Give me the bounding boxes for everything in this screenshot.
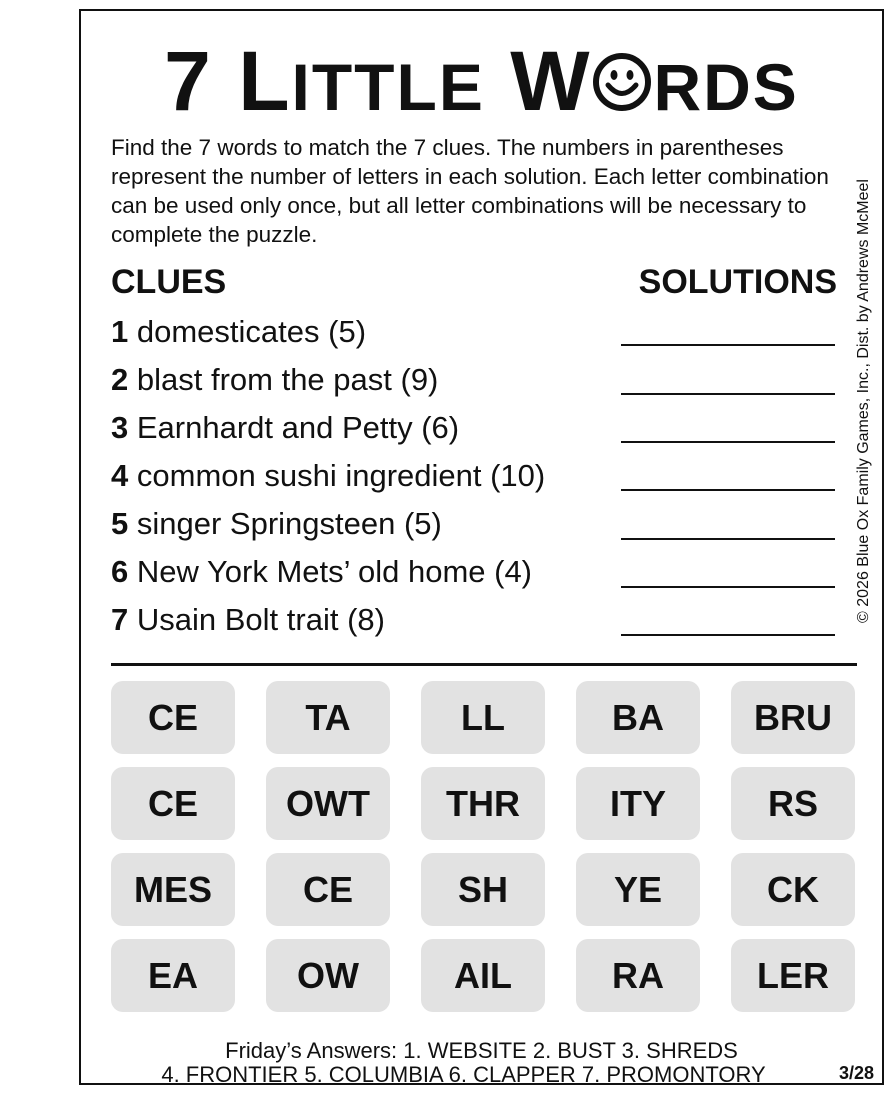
letter-tile[interactable]: BRU xyxy=(731,681,855,754)
letter-tile[interactable]: CE xyxy=(266,853,390,926)
clue-number: 6 xyxy=(111,554,129,589)
letter-tile[interactable]: EA xyxy=(111,939,235,1012)
letter-tile[interactable]: MES xyxy=(111,853,235,926)
clue-text: blast from the past (9) xyxy=(136,362,439,397)
previous-answers-line-2: 4. FRONTIER 5. COLUMBIA 6. CLAPPER 7. PROMONTORY xyxy=(161,1062,766,1087)
solution-blank-1[interactable] xyxy=(621,344,835,346)
divider xyxy=(111,663,857,666)
clue-6 xyxy=(111,553,532,591)
clue-7 xyxy=(111,601,385,639)
letter-tile[interactable]: CK xyxy=(731,853,855,926)
letter-tile[interactable]: LER xyxy=(731,939,855,1012)
clue-number: 5 xyxy=(111,506,129,541)
clue-number: 3 xyxy=(111,410,129,445)
clue-text: common sushi ingredient (10) xyxy=(136,458,546,493)
title-ittle: ITTLE xyxy=(291,50,485,124)
solution-blank-4[interactable] xyxy=(621,489,835,491)
copyright-notice: © 2026 Blue Ox Family Games, Inc., Dist. by Andrews McMeel xyxy=(855,179,872,623)
clue-1 xyxy=(111,313,366,351)
letter-tile[interactable]: TA xyxy=(266,681,390,754)
title-l: L xyxy=(238,34,292,128)
letter-tile[interactable]: AIL xyxy=(421,939,545,1012)
letter-tile[interactable]: RA xyxy=(576,939,700,1012)
letter-tile[interactable]: CE xyxy=(111,681,235,754)
clue-text: Usain Bolt trait (8) xyxy=(136,602,385,637)
letter-tile[interactable]: LL xyxy=(421,681,545,754)
clue-3 xyxy=(111,409,459,447)
letter-tile[interactable]: SH xyxy=(421,853,545,926)
instructions: Find the 7 words to match the 7 clues. The numbers in parentheses represent the number of letters in each solution. Each letter combination can be used only once, but all letter combinations will be necessary to complete the puzzle. xyxy=(111,135,829,247)
solutions-header: SOLUTIONS xyxy=(638,263,837,301)
smiley-face-icon xyxy=(592,33,652,93)
clues-header: CLUES xyxy=(111,263,227,301)
clue-5 xyxy=(111,505,442,543)
letter-tile[interactable]: THR xyxy=(421,767,545,840)
clue-text: domesticates (5) xyxy=(136,314,367,349)
title-rds: RDS xyxy=(653,50,799,124)
solution-blank-3[interactable] xyxy=(621,441,835,443)
letter-tile[interactable]: CE xyxy=(111,767,235,840)
solution-blank-5[interactable] xyxy=(621,538,835,540)
letter-tile[interactable]: BA xyxy=(576,681,700,754)
clue-text: singer Springsteen (5) xyxy=(136,506,442,541)
clue-2 xyxy=(111,361,438,399)
puzzle-title xyxy=(81,31,882,137)
title-number: 7 xyxy=(164,34,213,128)
title-w: W xyxy=(510,34,592,128)
solution-blank-7[interactable] xyxy=(621,634,835,636)
letter-tile[interactable]: ITY xyxy=(576,767,700,840)
puzzle-frame xyxy=(79,9,884,1085)
clue-number: 7 xyxy=(111,602,129,637)
letter-tile[interactable]: OW xyxy=(266,939,390,1012)
clue-number: 4 xyxy=(111,458,129,493)
clue-text: New York Mets’ old home (4) xyxy=(136,554,533,589)
puzzle-date: 3/28 xyxy=(838,1063,874,1083)
clue-number: 2 xyxy=(111,362,129,397)
clue-number: 1 xyxy=(111,314,129,349)
previous-answers-line-1: Friday’s Answers: 1. WEBSITE 2. BUST 3. SHREDS xyxy=(225,1038,738,1063)
solution-blank-6[interactable] xyxy=(621,586,835,588)
letter-tile[interactable]: YE xyxy=(576,853,700,926)
solution-blank-2[interactable] xyxy=(621,393,835,395)
clue-4 xyxy=(111,457,545,495)
letter-tile[interactable]: RS xyxy=(731,767,855,840)
clue-text: Earnhardt and Petty (6) xyxy=(136,410,460,445)
letter-tile[interactable]: OWT xyxy=(266,767,390,840)
